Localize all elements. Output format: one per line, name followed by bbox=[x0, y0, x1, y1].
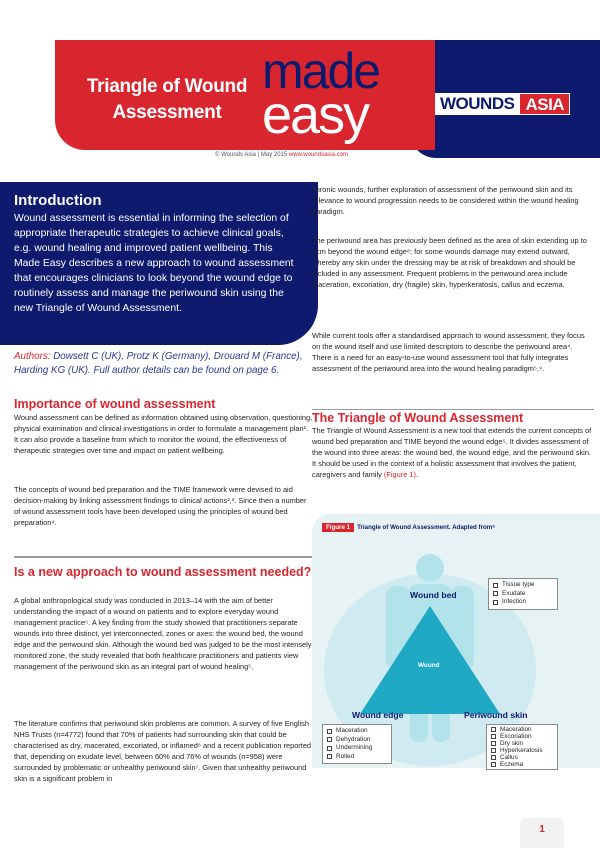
wound-bed-checklist bbox=[488, 578, 558, 610]
introduction-text: Wound assessment is essential in informing the selection of appropriate therapeutic strategies to achieve clinical goals, e.g. wound healing and improved patient wellbeing. This Made Easy describes a new approach to wound assessment that encourages clinicians to look beyond the wound edge to routinely assess and manage the periwound skin using the new Triangle of Wound Assessment. bbox=[14, 213, 294, 314]
checkbox[interactable] bbox=[327, 754, 332, 759]
checklist-item[interactable] bbox=[327, 744, 387, 753]
checklist-item-label: Rolled bbox=[336, 752, 355, 760]
section-divider bbox=[312, 409, 594, 410]
checkbox[interactable] bbox=[327, 746, 332, 751]
section-title-new-approach: Is a new approach to wound assessment needed? bbox=[14, 565, 312, 579]
checklist-item[interactable] bbox=[493, 581, 553, 590]
checklist-item[interactable] bbox=[491, 740, 553, 747]
wound-bed-label: Wound bed bbox=[410, 590, 457, 600]
page-number: 1 bbox=[539, 824, 545, 835]
paragraph: The periwound area has previously been defined as the area of skin extending up to 4cm beyond the wound edge⁸; for some wounds damage may extend outward, whereby any skin under the dressing may be at risk of breakdown and should be included in any assessment. Frequent problems in the periwound area include maceration, excoriation, dry (fragile) skin, hyperkeratosis, callus and eczema. bbox=[312, 236, 587, 289]
paragraph: Wound assessment can be defined as information obtained using observation, questioning, physical examination and clinical investigations in order to formulate a management plan¹. It can also provide a baseline from which to monitor the wound, the effectiveness of therapeutic strategies over time and impact on patient wellbeing. bbox=[14, 413, 313, 455]
header-banner bbox=[0, 0, 600, 178]
checklist-item[interactable] bbox=[493, 598, 553, 607]
document-title: Triangle of Wound Assessment bbox=[86, 76, 248, 123]
checkbox[interactable] bbox=[491, 741, 496, 746]
wound-edge-checklist bbox=[322, 724, 392, 764]
paragraph: While current tools offer a standardised approach to wound assessment, they focus on the wound itself and use limited descriptors to describe the periwound area⁴. There is a need for an easy-to-use wound assessment tool that fully integrates assessment of the periwound area into the wound healing paradigm⁵,⁹. bbox=[312, 331, 585, 373]
website-link[interactable]: www.woundsasia.com bbox=[288, 152, 348, 158]
checklist-item[interactable] bbox=[491, 754, 553, 761]
checklist-item-label: Undermining bbox=[336, 744, 373, 751]
figure-label: Figure 1 bbox=[322, 523, 354, 532]
introduction-title: Introduction bbox=[14, 192, 102, 209]
figure-caption-text: Triangle of Wound Assessment. Adapted from⁵ bbox=[357, 524, 496, 531]
logo-wounds-text: WOUNDS bbox=[435, 93, 519, 115]
checklist-item-label: Excoriation bbox=[500, 733, 532, 740]
figure-1 bbox=[312, 514, 600, 768]
checklist-item-label: Hyperkeratosis bbox=[500, 747, 543, 754]
checklist-item-label: Exudate bbox=[502, 589, 526, 597]
checklist-item[interactable] bbox=[491, 761, 553, 768]
checkbox[interactable] bbox=[491, 748, 496, 753]
checklist-item-label: Tissue type bbox=[502, 581, 535, 588]
introduction-box bbox=[0, 182, 318, 345]
checklist-item-label: Dehydration bbox=[336, 735, 371, 743]
paragraph: The literature confirms that periwound skin problems are common. A survey of five English NHS Trusts (n=4772) found that 70% of patients had surrounding skin that could be characterised as dry, macerated, excoriated, or inflamed⁶ and a recent publication reported that, depending on exudate level, between 60% and 76% of wounds (n=958) were surrounded by problematic or unhealthy periwound skin⁷. Given that unhealthy periwound skin is a significant problem in bbox=[14, 719, 312, 783]
paragraph: chronic wounds, further exploration of assessment of the periwound skin and its relevance to wound progression needs to be considered within the wound healing paradigm. bbox=[312, 185, 579, 216]
section-title-importance: Importance of wound assessment bbox=[14, 397, 216, 411]
copyright-text: © Wounds Asia | May 2015 bbox=[215, 152, 288, 158]
checkbox[interactable] bbox=[491, 762, 496, 767]
made-wordmark: made bbox=[262, 43, 380, 99]
checklist-item[interactable] bbox=[491, 747, 553, 754]
checklist-item[interactable] bbox=[491, 733, 553, 740]
checklist-item[interactable] bbox=[493, 590, 553, 599]
wounds-asia-logo bbox=[435, 93, 570, 115]
section-divider bbox=[14, 556, 314, 558]
checklist-item[interactable] bbox=[491, 726, 553, 733]
checklist-item[interactable] bbox=[327, 736, 387, 745]
authors-note bbox=[14, 350, 314, 378]
figure-caption bbox=[322, 524, 495, 531]
paragraph: The concepts of wound bed preparation and the TIME framework were devised to aid decision-making by linking assessment findings to clinical actions²,³. Since then a number of wound assessment tools have been developed using the principles of wound bed preparation⁴. bbox=[14, 485, 307, 527]
checkbox[interactable] bbox=[491, 727, 496, 732]
paragraph: A global anthropological study was conducted in 2013–14 with the aim of better understanding the impact of a wound on patients and to explore everyday wound management practice⁵. A key finding from the study showed that practitioners separate wounds into three distinct, yet interconnected, zones or axes: the wound bed, the wound edge and the periwound skin. Although the wound bed was judged to be the most intensely monitored zone, the study revealed that both healthcare practitioners and patients view management of the periwound skin as an integral part of wound healing⁵. bbox=[14, 596, 312, 671]
checklist-item-label: Maceration bbox=[500, 726, 532, 733]
paragraph-text: The Triangle of Wound Assessment is a new tool that extends the current concepts of wound bed preparation and TIME beyond the wound edge⁵. It divides assessment of the wound into three areas: the wound bed, the wound edge, and the periwound skin. It should be used in the context of a holistic assessment that involves the patient, caregivers and family bbox=[312, 426, 592, 479]
checkbox[interactable] bbox=[493, 583, 498, 588]
checkbox[interactable] bbox=[327, 737, 332, 742]
checklist-item-label: Infection bbox=[502, 598, 527, 605]
section-title-triangle: The Triangle of Wound Assessment bbox=[312, 411, 524, 425]
checklist-item[interactable] bbox=[327, 753, 387, 762]
wound-center-label: Wound bbox=[418, 662, 440, 669]
paragraph bbox=[312, 425, 594, 480]
periwound-skin-label: Periwound skin bbox=[464, 710, 528, 720]
periwound-skin-checklist bbox=[486, 724, 558, 770]
wound-edge-label: Wound edge bbox=[352, 710, 404, 720]
publication-meta bbox=[215, 152, 348, 158]
checklist-item-label: Eczema bbox=[500, 761, 524, 768]
checkbox[interactable] bbox=[493, 591, 498, 596]
checklist-item[interactable] bbox=[327, 727, 387, 736]
authors-label: Authors: bbox=[14, 351, 51, 362]
checkbox[interactable] bbox=[327, 729, 332, 734]
easy-wordmark: easy bbox=[262, 85, 369, 145]
paragraph-end: . bbox=[415, 470, 418, 479]
checkbox[interactable] bbox=[491, 755, 496, 760]
checklist-item-label: Dry skin bbox=[500, 740, 524, 747]
checkbox[interactable] bbox=[491, 734, 496, 739]
checklist-item-label: Callus bbox=[500, 754, 518, 761]
checkbox[interactable] bbox=[493, 600, 498, 605]
authors-text: Dowsett C (UK), Protz K (Germany), Drouard M (France), Harding KG (UK). Full author details can be found on page 6. bbox=[14, 351, 303, 376]
checklist-item-label: Maceration bbox=[336, 727, 368, 734]
figure-reference-link[interactable]: (Figure 1) bbox=[383, 470, 416, 479]
logo-asia-text: ASIA bbox=[519, 93, 570, 115]
